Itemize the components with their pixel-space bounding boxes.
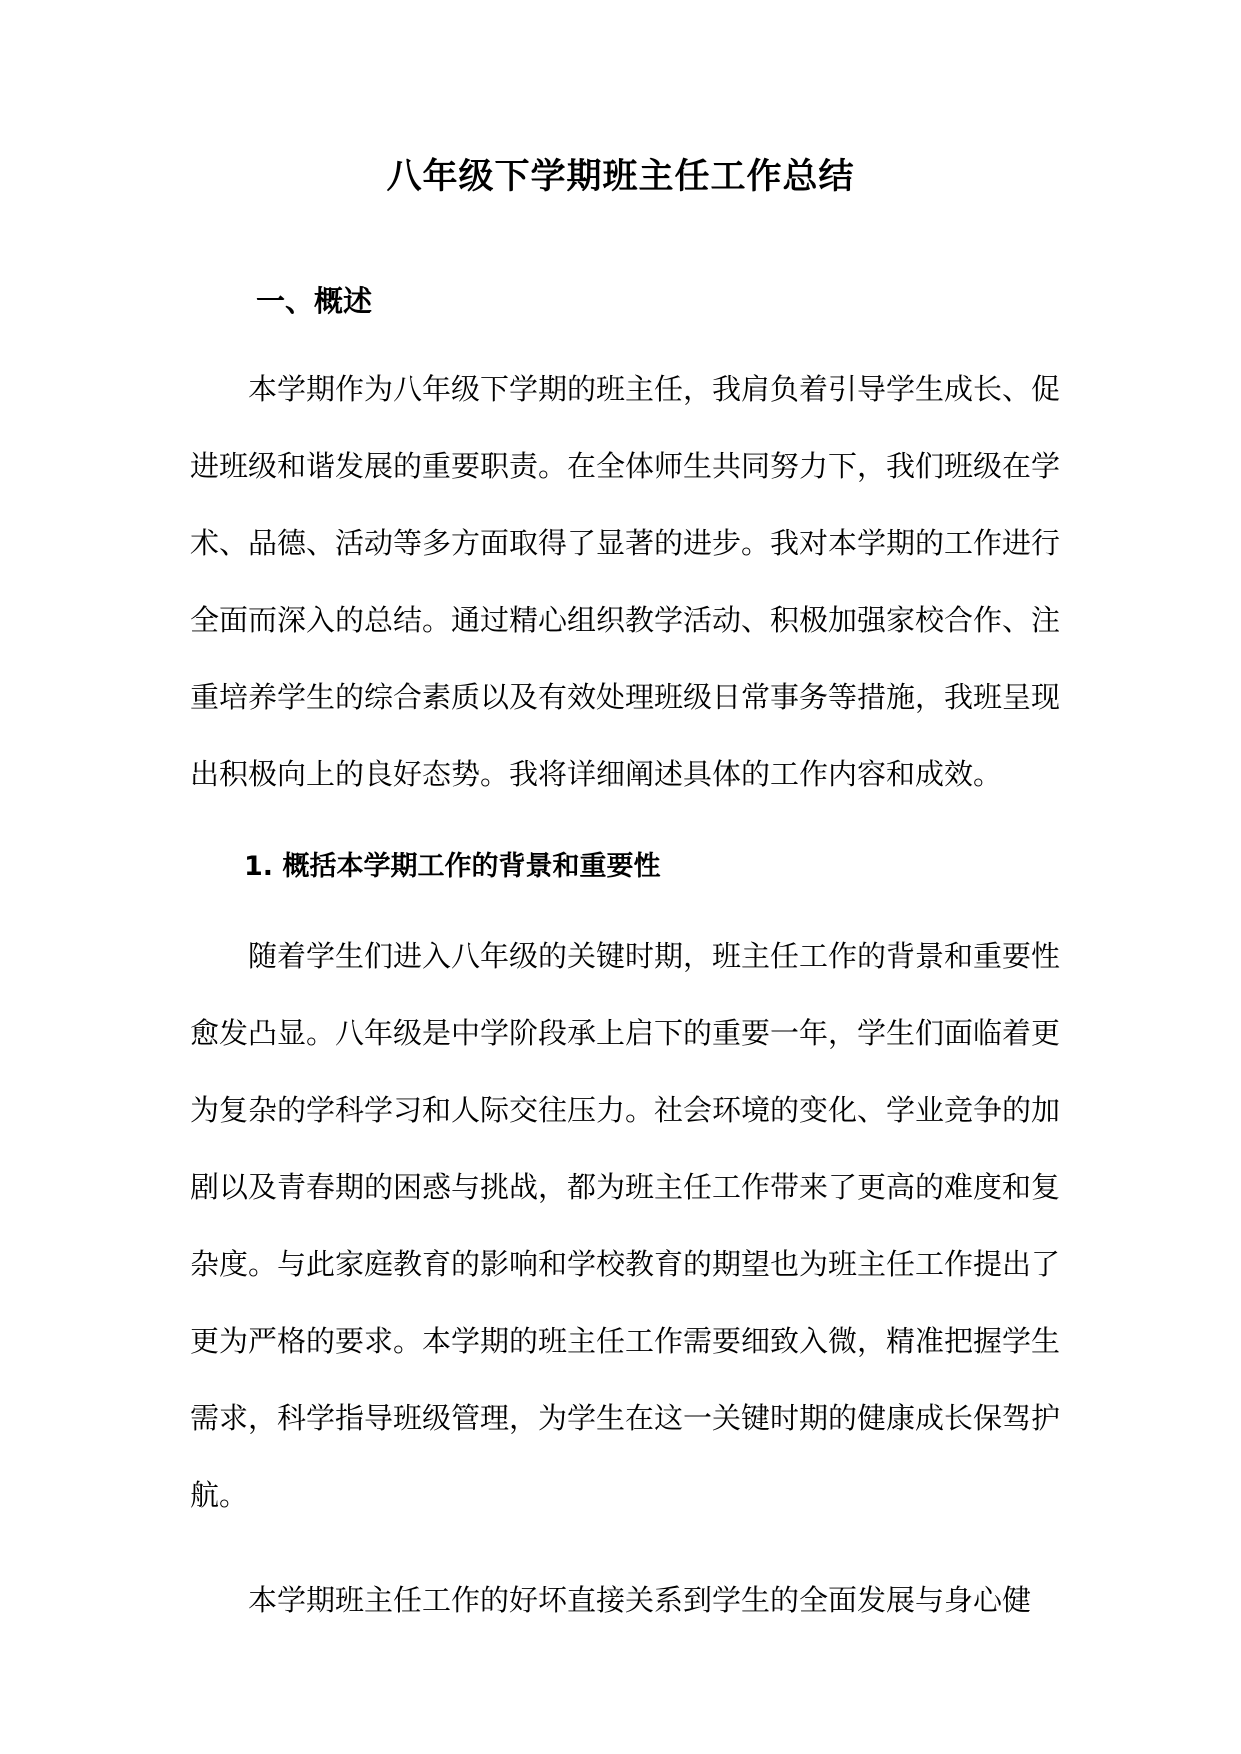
overview-paragraph: 本学期作为八年级下学期的班主任，我肩负着引导学生成长、促进班级和谐发展的重要职责。在全体师生共同努力下，我们班级在学术、品德、活动等多方面取得了显著的进步。我对本学期的工作进行全面而深入的总结。通过精心组织教学活动、积极加强家校合作、注重培养学生的综合素质以及有效处理班级日常事务等措施，我班呈现出积极向上的良好态势。我将详细阐述具体的工作内容和成效。 <box>190 372 1061 791</box>
subsection-heading-background: 1. 概括本学期工作的背景和重要性 <box>244 851 661 882</box>
document-title: 八年级下学期班主任工作总结 <box>386 156 855 197</box>
continuation-paragraph: 本学期班主任工作的好坏直接关系到学生的全面发展与身心健 <box>248 1583 1032 1617</box>
background-paragraph: 随着学生们进入八年级的关键时期，班主任工作的背景和重要性愈发凸显。八年级是中学阶段承上启下的重要一年，学生们面临着更为复杂的学科学习和人际交往压力。社会环境的变化、学业竞争的加剧以及青春期的困惑与挑战，都为班主任工作带来了更高的难度和复杂度。与此家庭教育的影响和学校教育的期望也为班主任工作提出了更为严格的要求。本学期的班主任工作需要细致入微，精准把握学生需求，科学指导班级管理，为学生在这一关键时期的健康成长保驾护航。 <box>190 939 1061 1512</box>
section-heading-overview: 一、概述 <box>256 284 373 318</box>
